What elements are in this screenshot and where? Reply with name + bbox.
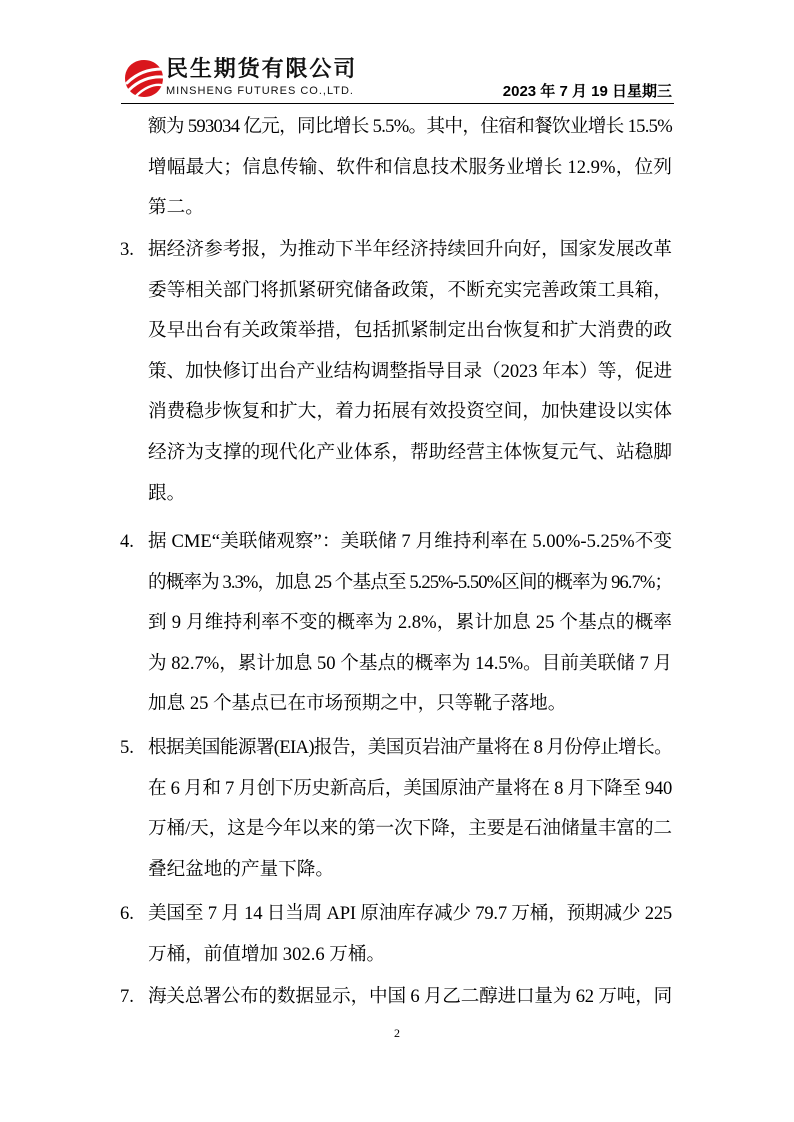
text-line: 为 82.7%，累计加息 50 个基点的概率为 14.5%。目前美联储 7 月: [148, 652, 672, 674]
list-item-7: [120, 977, 672, 1018]
text-line: 增幅最大；信息传输、软件和信息技术服务业增长 12.9%，位列: [148, 156, 672, 178]
text-line: 据 CME“美联储观察”：美联储 7 月维持利率在 5.00%-5.25%不变: [148, 531, 672, 552]
list-item-3: [120, 230, 672, 514]
report-date: 2023 年 7 月 19 日星期三: [502, 83, 672, 100]
header-rule: [121, 103, 674, 104]
paragraph-continuation: [148, 107, 672, 229]
text-line: 策、加快修订出台产业结构调整指导目录（2023 年本）等，促进: [148, 360, 672, 382]
text-line: 万桶/天，这是今年以来的第一次下降，主要是石油储量丰富的二: [148, 818, 672, 840]
text-line: 在 6 月和 7 月创下历史新高后，美国原油产量将在 8 月下降至 940: [148, 777, 672, 799]
text-line: 叠纪盆地的产量下降。: [148, 858, 334, 880]
text-line: 到 9 月维持利率不变的概率为 2.8%，累计加息 25 个基点的概率: [148, 612, 672, 634]
page-number: 2: [394, 1026, 400, 1040]
company-name-cn: 民生期货有限公司: [166, 57, 358, 82]
text-line: 据经济参考报，为推动下半年经济持续回升向好，国家发展改革: [148, 239, 672, 260]
list-item-4: [120, 522, 672, 725]
text-line: 委等相关部门将抓紧研究储备政策，不断充实完善政策工具箱，: [148, 279, 672, 301]
minsheng-logo-icon: [124, 56, 164, 100]
list-number: 6.: [120, 903, 134, 924]
text-line: 第二。: [148, 197, 204, 219]
text-line: 消费稳步恢复和扩大，着力拓展有效投资空间，加快建设以实体: [148, 401, 672, 423]
text-line: 跟。: [148, 482, 186, 504]
text-line: 的概率为 3.3%，加息 25 个基点至 5.25%-5.50%区间的概率为 96.7%；: [148, 571, 672, 593]
list-number: 5.: [120, 737, 134, 758]
list-number: 3.: [120, 239, 134, 260]
text-line: 万桶，前值增加 302.6 万桶。: [148, 943, 386, 965]
company-name-en: MINSHENG FUTURES CO.,LTD.: [166, 85, 354, 97]
text-line: 经济为支撑的现代化产业体系，帮助经营主体恢复元气、站稳脚: [148, 441, 672, 463]
list-item-6: [120, 894, 672, 975]
text-line: 根据美国能源署(EIA)报告，美国页岩油产量将在 8 月份停止增长。: [148, 737, 672, 758]
text-line: 及早出台有关政策举措，包括抓紧制定出台恢复和扩大消费的政: [148, 320, 672, 342]
text-line: 加息 25 个基点已在市场预期之中，只等靴子落地。: [148, 693, 567, 715]
list-item-5: [120, 728, 672, 890]
text-line: 美国至 7 月 14 日当周 API 原油库存减少 79.7 万桶，预期减少 225: [148, 903, 672, 924]
list-number: 7.: [120, 986, 134, 1007]
text-line: 额为 593034 亿元，同比增长 5.5%。其中，住宿和餐饮业增长 15.5%: [148, 116, 672, 137]
text-line: 海关总署公布的数据显示，中国 6 月乙二醇进口量为 62 万吨，同: [148, 986, 672, 1007]
list-number: 4.: [120, 531, 134, 552]
